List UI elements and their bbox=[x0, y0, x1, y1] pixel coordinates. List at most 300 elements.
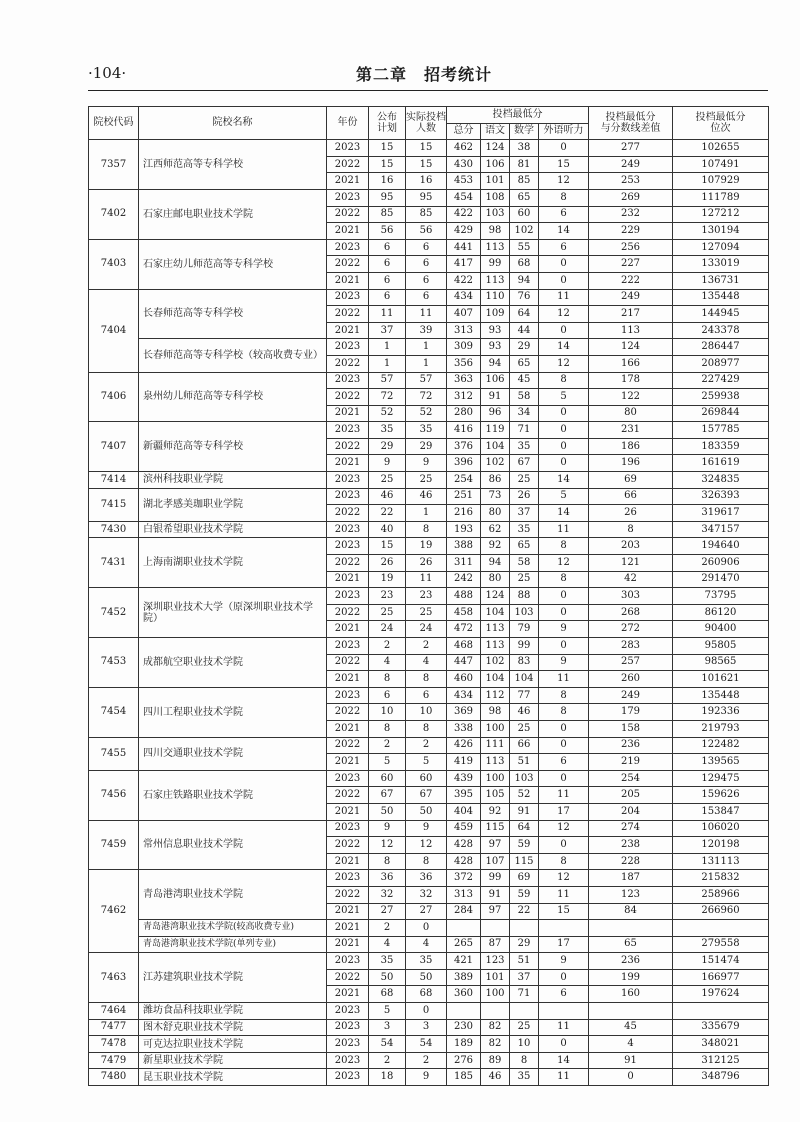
school-code-cell: 7459 bbox=[89, 820, 139, 870]
math-score-cell: 44 bbox=[510, 322, 539, 339]
table-row bbox=[89, 1069, 769, 1086]
chinese-score-cell: 113 bbox=[481, 272, 510, 289]
total-score-cell: 472 bbox=[447, 621, 481, 638]
rank-cell: 127212 bbox=[673, 206, 769, 223]
school-name-cell: 长春师范高等专科学校 bbox=[139, 289, 327, 339]
total-score-cell: 434 bbox=[447, 289, 481, 306]
rank-cell: 166977 bbox=[673, 969, 769, 986]
year-cell: 2021 bbox=[327, 920, 369, 937]
chinese-score-cell: 104 bbox=[481, 438, 510, 455]
math-score-cell: 99 bbox=[510, 638, 539, 655]
chinese-score-cell: 113 bbox=[481, 239, 510, 256]
math-score-cell: 60 bbox=[510, 206, 539, 223]
listening-score-cell: 0 bbox=[539, 422, 589, 439]
listening-score-cell: 5 bbox=[539, 488, 589, 505]
diff-cell: 196 bbox=[589, 455, 673, 472]
total-score-cell: 216 bbox=[447, 505, 481, 522]
rank-cell bbox=[673, 920, 769, 937]
math-score-cell: 71 bbox=[510, 422, 539, 439]
year-cell: 2023 bbox=[327, 422, 369, 439]
year-cell: 2022 bbox=[327, 389, 369, 406]
total-score-cell: 311 bbox=[447, 555, 481, 572]
chinese-score-cell: 87 bbox=[481, 936, 510, 953]
total-score-cell: 404 bbox=[447, 803, 481, 820]
diff-cell: 186 bbox=[589, 438, 673, 455]
plan-cell: 8 bbox=[369, 853, 406, 870]
chinese-score-cell: 113 bbox=[481, 754, 510, 771]
school-code-cell: 7407 bbox=[89, 422, 139, 472]
total-score-cell: 462 bbox=[447, 140, 481, 157]
table-row bbox=[89, 372, 769, 389]
school-name-cell: 四川交通职业技术学院 bbox=[139, 737, 327, 770]
rank-cell: 194640 bbox=[673, 538, 769, 555]
chinese-score-cell: 102 bbox=[481, 455, 510, 472]
rank-cell: 192336 bbox=[673, 704, 769, 721]
math-score-cell: 38 bbox=[510, 140, 539, 157]
col-name-header: 院校名称 bbox=[139, 107, 327, 140]
actual-cell: 10 bbox=[406, 704, 447, 721]
diff-cell: 65 bbox=[589, 936, 673, 953]
math-score-cell: 29 bbox=[510, 936, 539, 953]
rank-cell: 326393 bbox=[673, 488, 769, 505]
plan-cell: 67 bbox=[369, 787, 406, 804]
chinese-score-cell: 104 bbox=[481, 604, 510, 621]
rank-cell: 98565 bbox=[673, 654, 769, 671]
total-score-cell: 395 bbox=[447, 787, 481, 804]
chinese-score-cell bbox=[481, 1003, 510, 1020]
actual-cell: 24 bbox=[406, 621, 447, 638]
rank-cell: 144945 bbox=[673, 306, 769, 323]
diff-cell: 178 bbox=[589, 372, 673, 389]
diff-cell: 45 bbox=[589, 1019, 673, 1036]
year-cell: 2022 bbox=[327, 837, 369, 854]
listening-score-cell: 0 bbox=[539, 720, 589, 737]
rank-cell: 139565 bbox=[673, 754, 769, 771]
total-score-cell: 389 bbox=[447, 969, 481, 986]
chinese-score-cell: 124 bbox=[481, 140, 510, 157]
actual-cell: 95 bbox=[406, 189, 447, 206]
total-score-cell: 458 bbox=[447, 604, 481, 621]
plan-cell: 27 bbox=[369, 903, 406, 920]
rank-cell: 101621 bbox=[673, 671, 769, 688]
rank-cell: 183359 bbox=[673, 438, 769, 455]
actual-cell: 29 bbox=[406, 438, 447, 455]
math-score-cell: 65 bbox=[510, 538, 539, 555]
total-score-cell: 360 bbox=[447, 986, 481, 1003]
total-score-cell: 356 bbox=[447, 355, 481, 372]
listening-score-cell: 0 bbox=[539, 455, 589, 472]
diff-cell: 232 bbox=[589, 206, 673, 223]
actual-cell: 56 bbox=[406, 223, 447, 240]
listening-score-cell: 0 bbox=[539, 272, 589, 289]
diff-cell: 253 bbox=[589, 173, 673, 190]
listening-score-cell: 15 bbox=[539, 156, 589, 173]
rank-cell: 129475 bbox=[673, 770, 769, 787]
diff-cell: 256 bbox=[589, 239, 673, 256]
plan-cell: 32 bbox=[369, 886, 406, 903]
school-name-cell: 图木舒克职业技术学院 bbox=[139, 1019, 327, 1036]
table-row bbox=[89, 953, 769, 970]
rank-cell: 291470 bbox=[673, 571, 769, 588]
school-name-cell: 青岛港湾职业技术学院(较高收费专业) bbox=[139, 920, 327, 937]
school-name-cell: 深圳职业技术大学（原深圳职业技术学院） bbox=[139, 588, 327, 638]
year-cell: 2022 bbox=[327, 654, 369, 671]
plan-cell: 85 bbox=[369, 206, 406, 223]
year-cell: 2023 bbox=[327, 638, 369, 655]
total-score-cell: 312 bbox=[447, 389, 481, 406]
rank-cell: 133019 bbox=[673, 256, 769, 273]
table-body bbox=[89, 140, 769, 1086]
math-score-cell: 25 bbox=[510, 720, 539, 737]
math-score-cell: 64 bbox=[510, 306, 539, 323]
chinese-score-cell: 110 bbox=[481, 289, 510, 306]
plan-cell: 4 bbox=[369, 936, 406, 953]
school-code-cell: 7456 bbox=[89, 770, 139, 820]
diff-cell: 222 bbox=[589, 272, 673, 289]
listening-score-cell: 0 bbox=[539, 140, 589, 157]
rank-cell: 227429 bbox=[673, 372, 769, 389]
listening-score-cell: 12 bbox=[539, 306, 589, 323]
school-name-cell: 可克达拉职业技术学院 bbox=[139, 1036, 327, 1053]
listening-score-cell: 12 bbox=[539, 173, 589, 190]
actual-cell: 32 bbox=[406, 886, 447, 903]
total-score-cell: 453 bbox=[447, 173, 481, 190]
actual-cell: 6 bbox=[406, 289, 447, 306]
listening-score-cell: 15 bbox=[539, 903, 589, 920]
school-name-cell: 江西师范高等专科学校 bbox=[139, 140, 327, 190]
math-score-cell: 58 bbox=[510, 389, 539, 406]
col-rank-line2: 位次 bbox=[710, 123, 731, 135]
table-row bbox=[89, 488, 769, 505]
math-score-cell: 77 bbox=[510, 687, 539, 704]
math-score-cell: 22 bbox=[510, 903, 539, 920]
year-cell: 2021 bbox=[327, 272, 369, 289]
rank-cell: 130194 bbox=[673, 223, 769, 240]
total-score-cell: 417 bbox=[447, 256, 481, 273]
total-score-cell: 428 bbox=[447, 853, 481, 870]
plan-cell: 23 bbox=[369, 588, 406, 605]
plan-cell: 5 bbox=[369, 754, 406, 771]
rank-cell: 120198 bbox=[673, 837, 769, 854]
total-score-cell: 254 bbox=[447, 472, 481, 489]
actual-cell: 35 bbox=[406, 953, 447, 970]
rank-cell: 86120 bbox=[673, 604, 769, 621]
plan-cell: 9 bbox=[369, 820, 406, 837]
year-cell: 2021 bbox=[327, 853, 369, 870]
year-cell: 2022 bbox=[327, 969, 369, 986]
math-score-cell: 10 bbox=[510, 1036, 539, 1053]
chinese-score-cell: 93 bbox=[481, 322, 510, 339]
plan-cell: 36 bbox=[369, 870, 406, 887]
col-actual-line1: 实际投档 bbox=[406, 112, 446, 124]
year-cell: 2023 bbox=[327, 953, 369, 970]
total-score-cell: 251 bbox=[447, 488, 481, 505]
year-cell: 2021 bbox=[327, 571, 369, 588]
total-score-cell: 309 bbox=[447, 339, 481, 356]
rank-cell: 159626 bbox=[673, 787, 769, 804]
chinese-score-cell: 100 bbox=[481, 770, 510, 787]
school-code-cell: 7453 bbox=[89, 638, 139, 688]
rank-cell: 269844 bbox=[673, 405, 769, 422]
rank-cell: 135448 bbox=[673, 687, 769, 704]
math-score-cell: 26 bbox=[510, 488, 539, 505]
listening-score-cell: 14 bbox=[539, 339, 589, 356]
chinese-score-cell: 97 bbox=[481, 837, 510, 854]
year-cell: 2021 bbox=[327, 903, 369, 920]
math-score-cell: 65 bbox=[510, 355, 539, 372]
actual-cell: 6 bbox=[406, 272, 447, 289]
listening-score-cell: 0 bbox=[539, 588, 589, 605]
listening-score-cell: 17 bbox=[539, 936, 589, 953]
plan-cell: 11 bbox=[369, 306, 406, 323]
rank-cell: 106020 bbox=[673, 820, 769, 837]
chinese-score-cell: 86 bbox=[481, 472, 510, 489]
school-name-cell: 滨州科技职业学院 bbox=[139, 472, 327, 489]
chinese-score-cell: 106 bbox=[481, 156, 510, 173]
actual-cell: 6 bbox=[406, 687, 447, 704]
listening-score-cell: 12 bbox=[539, 820, 589, 837]
table-row bbox=[89, 820, 769, 837]
actual-cell: 1 bbox=[406, 355, 447, 372]
actual-cell: 2 bbox=[406, 737, 447, 754]
year-cell: 2021 bbox=[327, 754, 369, 771]
rank-cell: 131113 bbox=[673, 853, 769, 870]
school-code-cell: 7477 bbox=[89, 1019, 139, 1036]
diff-cell: 91 bbox=[589, 1052, 673, 1069]
table-row bbox=[89, 770, 769, 787]
chinese-score-cell: 108 bbox=[481, 189, 510, 206]
col-planned-line2: 计划 bbox=[377, 123, 397, 135]
math-score-cell: 35 bbox=[510, 1069, 539, 1086]
year-cell: 2022 bbox=[327, 306, 369, 323]
table-row bbox=[89, 1052, 769, 1069]
col-rank-header bbox=[673, 107, 769, 140]
chinese-score-cell: 98 bbox=[481, 223, 510, 240]
actual-cell: 11 bbox=[406, 306, 447, 323]
plan-cell: 4 bbox=[369, 654, 406, 671]
math-score-cell: 65 bbox=[510, 189, 539, 206]
rank-cell: 279558 bbox=[673, 936, 769, 953]
plan-cell: 6 bbox=[369, 239, 406, 256]
school-name-cell: 长春师范高等专科学校（较高收费专业） bbox=[139, 339, 327, 372]
actual-cell: 6 bbox=[406, 239, 447, 256]
plan-cell: 2 bbox=[369, 920, 406, 937]
math-score-cell: 71 bbox=[510, 986, 539, 1003]
rank-cell: 348021 bbox=[673, 1036, 769, 1053]
actual-cell: 8 bbox=[406, 720, 447, 737]
col-chinese-header: 语文 bbox=[481, 123, 510, 140]
diff-cell: 121 bbox=[589, 555, 673, 572]
math-score-cell: 85 bbox=[510, 173, 539, 190]
col-rank-line1: 投档最低分 bbox=[695, 112, 746, 124]
page-number: ·104· bbox=[88, 64, 127, 82]
math-score-cell: 37 bbox=[510, 969, 539, 986]
rank-cell: 90400 bbox=[673, 621, 769, 638]
math-score-cell: 83 bbox=[510, 654, 539, 671]
chinese-score-cell: 97 bbox=[481, 903, 510, 920]
math-score-cell: 8 bbox=[510, 1052, 539, 1069]
diff-cell: 187 bbox=[589, 870, 673, 887]
rank-cell: 258966 bbox=[673, 886, 769, 903]
math-score-cell: 69 bbox=[510, 870, 539, 887]
rank-cell: 260906 bbox=[673, 555, 769, 572]
plan-cell: 95 bbox=[369, 189, 406, 206]
chinese-score-cell: 89 bbox=[481, 1052, 510, 1069]
chinese-score-cell: 102 bbox=[481, 654, 510, 671]
chinese-score-cell: 101 bbox=[481, 969, 510, 986]
diff-cell: 8 bbox=[589, 521, 673, 538]
plan-cell: 6 bbox=[369, 289, 406, 306]
plan-cell: 26 bbox=[369, 555, 406, 572]
school-name-cell: 青岛港湾职业技术学院 bbox=[139, 870, 327, 920]
listening-score-cell: 0 bbox=[539, 256, 589, 273]
chinese-score-cell: 94 bbox=[481, 555, 510, 572]
chinese-score-cell: 119 bbox=[481, 422, 510, 439]
math-score-cell: 76 bbox=[510, 289, 539, 306]
listening-score-cell: 0 bbox=[539, 322, 589, 339]
chinese-score-cell: 99 bbox=[481, 256, 510, 273]
rank-cell: 197624 bbox=[673, 986, 769, 1003]
total-score-cell: 276 bbox=[447, 1052, 481, 1069]
col-actual-header bbox=[406, 107, 447, 140]
chinese-score-cell: 111 bbox=[481, 737, 510, 754]
col-planned-header bbox=[369, 107, 406, 140]
school-name-cell: 成都航空职业技术学院 bbox=[139, 638, 327, 688]
total-score-cell: 369 bbox=[447, 704, 481, 721]
year-cell: 2022 bbox=[327, 355, 369, 372]
total-score-cell: 426 bbox=[447, 737, 481, 754]
rank-cell: 286447 bbox=[673, 339, 769, 356]
total-score-cell: 284 bbox=[447, 903, 481, 920]
plan-cell: 6 bbox=[369, 687, 406, 704]
listening-score-cell: 9 bbox=[539, 621, 589, 638]
actual-cell: 2 bbox=[406, 1052, 447, 1069]
total-score-cell bbox=[447, 1003, 481, 1020]
total-score-cell: 280 bbox=[447, 405, 481, 422]
math-score-cell: 25 bbox=[510, 571, 539, 588]
actual-cell: 0 bbox=[406, 920, 447, 937]
actual-cell: 9 bbox=[406, 1069, 447, 1086]
rank-cell: 151474 bbox=[673, 953, 769, 970]
diff-cell: 260 bbox=[589, 671, 673, 688]
listening-score-cell: 0 bbox=[539, 405, 589, 422]
plan-cell: 72 bbox=[369, 389, 406, 406]
total-score-cell: 193 bbox=[447, 521, 481, 538]
total-score-cell: 265 bbox=[447, 936, 481, 953]
year-cell: 2023 bbox=[327, 339, 369, 356]
actual-cell: 2 bbox=[406, 638, 447, 655]
total-score-cell: 428 bbox=[447, 837, 481, 854]
chinese-score-cell: 98 bbox=[481, 704, 510, 721]
year-cell: 2021 bbox=[327, 720, 369, 737]
total-score-cell: 419 bbox=[447, 754, 481, 771]
rank-cell: 215832 bbox=[673, 870, 769, 887]
year-cell: 2023 bbox=[327, 488, 369, 505]
school-code-cell: 7415 bbox=[89, 488, 139, 521]
table-row bbox=[89, 472, 769, 489]
rank-cell: 312125 bbox=[673, 1052, 769, 1069]
plan-cell: 15 bbox=[369, 156, 406, 173]
diff-cell: 203 bbox=[589, 538, 673, 555]
math-score-cell: 68 bbox=[510, 256, 539, 273]
actual-cell: 36 bbox=[406, 870, 447, 887]
math-score-cell: 115 bbox=[510, 853, 539, 870]
actual-cell: 85 bbox=[406, 206, 447, 223]
listening-score-cell bbox=[539, 1003, 589, 1020]
chinese-score-cell: 99 bbox=[481, 870, 510, 887]
diff-cell: 231 bbox=[589, 422, 673, 439]
table-row bbox=[89, 588, 769, 605]
rank-cell: 266960 bbox=[673, 903, 769, 920]
listening-score-cell: 8 bbox=[539, 687, 589, 704]
listening-score-cell: 12 bbox=[539, 870, 589, 887]
school-code-cell: 7455 bbox=[89, 737, 139, 770]
diff-cell: 0 bbox=[589, 1069, 673, 1086]
table-row bbox=[89, 189, 769, 206]
plan-cell: 50 bbox=[369, 969, 406, 986]
math-score-cell: 55 bbox=[510, 239, 539, 256]
total-score-cell bbox=[447, 920, 481, 937]
year-cell: 2021 bbox=[327, 223, 369, 240]
actual-cell: 25 bbox=[406, 604, 447, 621]
diff-cell: 274 bbox=[589, 820, 673, 837]
table-header bbox=[89, 107, 769, 140]
school-code-cell: 7406 bbox=[89, 372, 139, 422]
listening-score-cell: 9 bbox=[539, 953, 589, 970]
plan-cell: 1 bbox=[369, 339, 406, 356]
total-score-cell: 460 bbox=[447, 671, 481, 688]
year-cell: 2023 bbox=[327, 239, 369, 256]
chinese-score-cell: 115 bbox=[481, 820, 510, 837]
plan-cell: 8 bbox=[369, 720, 406, 737]
total-score-cell: 439 bbox=[447, 770, 481, 787]
actual-cell: 8 bbox=[406, 521, 447, 538]
year-cell: 2023 bbox=[327, 140, 369, 157]
chinese-score-cell: 105 bbox=[481, 787, 510, 804]
table-row bbox=[89, 737, 769, 754]
chinese-score-cell: 91 bbox=[481, 389, 510, 406]
listening-score-cell: 6 bbox=[539, 986, 589, 1003]
listening-score-cell: 8 bbox=[539, 571, 589, 588]
listening-score-cell: 11 bbox=[539, 1019, 589, 1036]
diff-cell: 254 bbox=[589, 770, 673, 787]
rank-cell: 347157 bbox=[673, 521, 769, 538]
total-score-cell: 441 bbox=[447, 239, 481, 256]
chinese-score-cell: 73 bbox=[481, 488, 510, 505]
listening-score-cell: 0 bbox=[539, 438, 589, 455]
listening-score-cell: 14 bbox=[539, 472, 589, 489]
actual-cell: 46 bbox=[406, 488, 447, 505]
chinese-score-cell: 107 bbox=[481, 853, 510, 870]
school-code-cell: 7402 bbox=[89, 189, 139, 239]
listening-score-cell: 14 bbox=[539, 1052, 589, 1069]
math-score-cell: 46 bbox=[510, 704, 539, 721]
actual-cell: 54 bbox=[406, 1036, 447, 1053]
actual-cell: 1 bbox=[406, 505, 447, 522]
school-name-cell: 常州信息职业技术学院 bbox=[139, 820, 327, 870]
listening-score-cell: 0 bbox=[539, 604, 589, 621]
diff-cell: 199 bbox=[589, 969, 673, 986]
total-score-cell: 396 bbox=[447, 455, 481, 472]
math-score-cell: 29 bbox=[510, 339, 539, 356]
year-cell: 2021 bbox=[327, 936, 369, 953]
admission-stats-table bbox=[88, 106, 769, 1086]
total-score-cell: 416 bbox=[447, 422, 481, 439]
col-min-group-header: 投档最低分 bbox=[447, 107, 589, 124]
total-score-cell: 407 bbox=[447, 306, 481, 323]
year-cell: 2021 bbox=[327, 405, 369, 422]
actual-cell: 25 bbox=[406, 472, 447, 489]
